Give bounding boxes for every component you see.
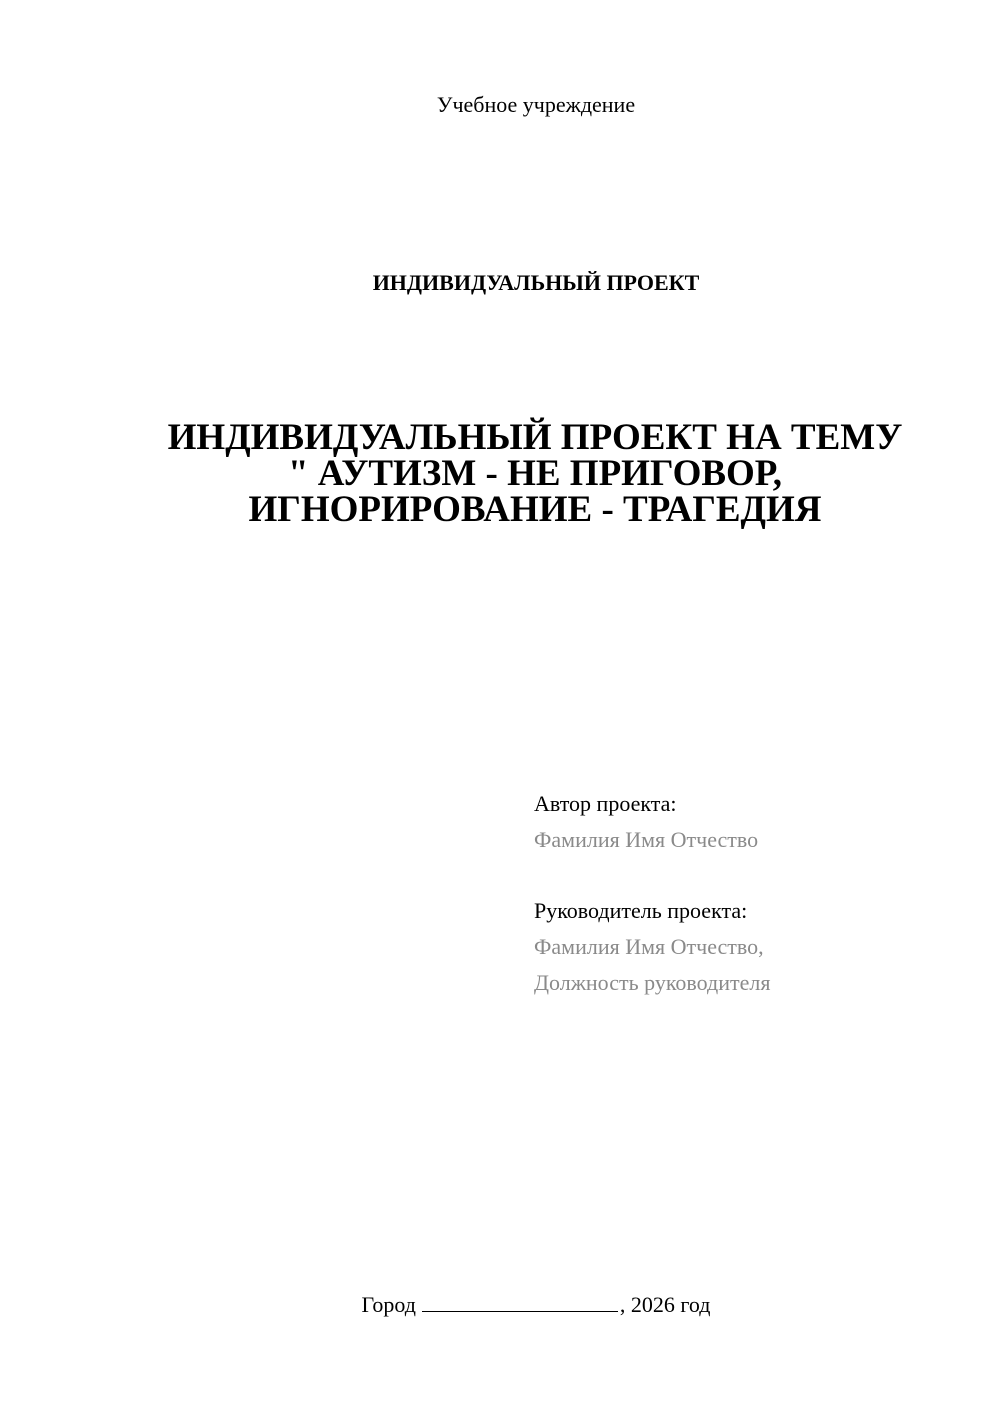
project-title — [140, 417, 930, 530]
institution-name: Учебное учреждение — [436, 92, 636, 117]
year-text: , 2026 год — [619, 1292, 711, 1317]
project-title-line-2: " АУТИЗМ - НЕ ПРИГОВОР, — [287, 453, 783, 494]
author-block — [534, 786, 758, 858]
project-title-line-1: ИНДИВИДУАЛЬНЫЙ ПРОЕКТ НА ТЕМУ — [167, 417, 903, 458]
author-label: Автор проекта: — [534, 791, 677, 816]
city-year-line — [0, 1290, 1000, 1320]
supervisor-label: Руководитель проекта: — [534, 898, 748, 923]
project-title-line-3: ИГНОРИРОВАНИЕ - ТРАГЕДИЯ — [248, 489, 822, 530]
city-blank-line — [422, 1291, 618, 1312]
supervisor-block — [534, 893, 770, 1001]
author-name: Фамилия Имя Отчество — [534, 827, 759, 852]
supervisor-position: Должность руководителя — [534, 970, 771, 995]
project-type-heading: ИНДИВИДУАЛЬНЫЙ ПРОЕКТ — [372, 270, 700, 295]
city-label: Город — [361, 1292, 416, 1317]
supervisor-name: Фамилия Имя Отчество, — [534, 934, 764, 959]
